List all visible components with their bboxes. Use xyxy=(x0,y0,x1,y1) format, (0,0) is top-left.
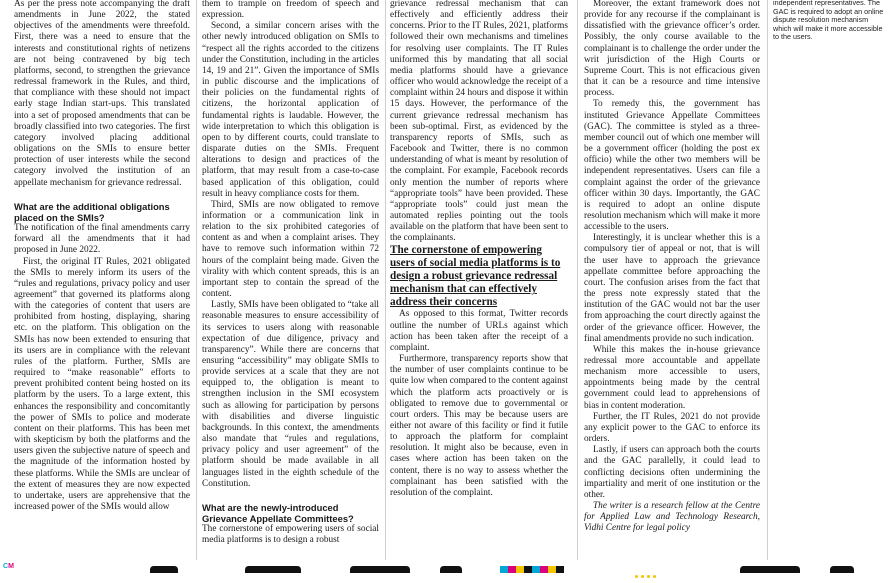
paragraph: Second, a similar concern arises with the other newly introduced obligation on SMIs to “respect all the rights accorded to the citizens under the Constitution, including in the articles 14, 19 and 21”. Given the importance of SMIs in public discourse and the implications of their policies on the fundamental rights of citizens, the horizontal application of fundamental rights is laudable. However, the wide interpretation to which this obligation is open to by different courts, could translate to disparate duties on the SMIs. Frequent alterations to design and practices of the platform, that may result from a case-to-case based application of this obligation, could result in heavy compliance costs for them. xyxy=(202,21,379,199)
column-rule xyxy=(577,0,578,560)
paragraph: As opposed to this format, Twitter records outline the number of URLs against which action has been taken after the receipt of a complaint. xyxy=(390,309,568,353)
registration-block xyxy=(440,566,462,573)
paragraph: Moreover, the extant framework does not provide for any recourse if the complainant is dissatisfied with the grievance officer’s order. Possibly, the only course available to the complainant is to challenge the order under the writ jurisdiction of the High Courts or Supreme Court. This is not efficacious given that it can be a resource and time intensive process. xyxy=(584,0,760,99)
registration-block xyxy=(150,566,178,573)
yellow-dots xyxy=(635,565,661,571)
registration-block xyxy=(740,566,800,573)
black-swatch xyxy=(524,566,532,573)
cyan-mark-label: C xyxy=(3,563,9,570)
margin-column-snippet xyxy=(773,0,885,42)
column-rule xyxy=(385,0,386,560)
registration-block xyxy=(245,566,301,573)
cyan-swatch xyxy=(500,566,508,573)
subheading: What are the additional obligations placed on the SMIs? xyxy=(14,200,170,223)
subheading: What are the newly-introduced Grievance Appellate Committees? xyxy=(202,501,354,525)
paragraph: Third, SMIs are now obligated to remove information or a communication link in relation to the six prohibited categories of content as and when a complaint arises. They have to remove such information within 72 hours of the complaint being made. Given the virality with which content spreads, this is an important step to contain the spread of the content. xyxy=(202,199,379,300)
paragraph: To remedy this, the government has instituted Grievance Appellate Committees (GAC). The committee is styled as a three-member council out of which one member will be a government officer (holding the post ex officio) while the other two members will be independent representatives. Users can file a complaint against the order of the grievance officer within 30 days. Importantly, the GAC is required to adopt an online dispute resolution mechanism which will make it more accessible to the users. xyxy=(584,99,760,233)
paragraph: Furthermore, transparency reports show that the number of user complaints continue to be quite low when compared to the content against which the platform acts proactively or is obligated to remove due to governmental or court orders. This may be because users are either not aware of this facility or find it futile to approach the platform for complaint resolution. It might also be because, even in cases where action has been taken on the content, there is no way to assess whether the complainant has been satisfied with the resolution of the complaint. xyxy=(390,354,568,498)
paragraph: independent representatives. The GAC is required to adopt an online dispute resolution mechanism which will make it more accessible to the users. xyxy=(773,0,884,42)
yellow-swatch xyxy=(548,566,556,573)
column-rule xyxy=(196,0,197,560)
paragraph: As per the press note accompanying the draft amendments in June 2022, the stated objectives of the amendments were threefold. First, there was a need to ensure that the interests and constitutional rights of netizens are not being contravened by big tech platforms, second, to strengthen the grievance redressal framework in the Rules, and third, that compliance with these should not impact early stage Indian start-ups. This translated into a set of proposed amendments that can be broadly classified into two categories. The first category involved placing additional obligations on the SMIs to ensure better protection of user interests while the second category involved the institution of an appellate mechanism for grievance redressal. xyxy=(14,0,190,188)
paragraph: them to trample on freedom of speech and expression. xyxy=(202,0,379,21)
article-column-1 xyxy=(14,0,190,513)
paragraph: The notification of the final amendments carry forward all the amendments that it had proposed in June 2022. xyxy=(14,223,190,256)
paragraph: Further, the IT Rules, 2021 do not provide any explicit power to the GAC to enforce its orders. xyxy=(584,411,760,445)
paragraph: Interestingly, it is unclear whether this is a compulsory tier of appeal or not, that is will the user have to approach the grievance appellate committee before approaching the court. The confusion arises from the fact that the press note expressly stated that the institution of the GAC would not bar the user from approaching the court directly against the order of the grievance officer. However, the final amendments provide no such indication. xyxy=(584,233,760,344)
author-byline: The writer is a research fellow at the Centre for Applied Law and Technology Research, Vidhi Centre for legal policy xyxy=(584,501,760,534)
paragraph: grievance redressal mechanism that can effectively and efficiently address their concerns. Prior to the IT Rules, 2021, platforms followed their own mechanisms and timelines for resolving user complaints. The IT Rules uniformed this by mandating that all social media platforms should have a grievance officer who would acknowledge the receipt of a complaint within 24 hours and dispose it within 15 days. However, the performance of the current grievance redressal mechanism has been sub-optimal. First, as evidenced by the transparency reports of SMIs, such as Facebook and Twitter, there is no common understanding of what is meant by resolution of the complaint. For example, Facebook records only mention the number of reports where “appropriate tools” have been provided. These “appropriate tools” could just mean the automated replies pointing out the tools available on the platform that have been sent to the complainants. xyxy=(390,0,568,244)
black-swatch xyxy=(556,566,564,573)
paragraph: First, the original IT Rules, 2021 obligated the SMIs to merely inform its users of the “rules and regulations, privacy policy and user agreement” that governed its platforms along with the categories of content that users are prohibited from hosting, displaying, sharing etc. on the platform. This obligation on the SMIs has now been extended to ensuring that its users are in compliance with the relevant rules of the platform. Further, SMIs are required to “make reasonable” efforts to prevent prohibited content being hosted on its platform by the users. To a large extent, this enhances the responsibility and concomitantly the power of SMIs to police and moderate content on their platforms. This has been met with skepticism by both the platforms and the users given the subjective nature of speech and the magnitude of the information hosted by these platforms. While the SMIs are unclear of the extent of measures they are now expected to undertake, users are apprehensive that the increased power of the SMIs would allow xyxy=(14,256,190,512)
article-column-2 xyxy=(202,0,379,547)
article-column-4 xyxy=(584,0,760,535)
cyan-swatch xyxy=(532,566,540,573)
paragraph: Lastly, if users can approach both the courts and the GAC parallelly, it could lead to conflicting decisions often undermining the impartiality and merit of one institution or the other. xyxy=(584,445,760,500)
paragraph: While this makes the in-house grievance redressal more accountable and appellate mechanism more accessible to users, appointments being made by the central government could lead to apprehensions of bias in content moderation. xyxy=(584,344,760,411)
yellow-swatch xyxy=(516,566,524,573)
color-mark xyxy=(3,562,14,571)
registration-block xyxy=(830,566,854,573)
registration-block xyxy=(350,566,410,573)
magenta-swatch xyxy=(508,566,516,573)
paragraph: The cornerstone of empowering users of social media platforms is to design a robust xyxy=(202,524,379,546)
magenta-mark-label: M xyxy=(8,563,14,570)
column-rule xyxy=(767,0,768,560)
paragraph: Lastly, SMIs have been obligated to “take all reasonable measures to ensure accessibility of its services to users along with reasonable expectation of due diligence, privacy and transparency”. While there are concerns that ensuring “accessibility” may obligate SMIs to provide services at a scale that they are not equipped to, the obligation is meant to strengthen inclusion in the SMI ecosystem such as allowing for participation by persons with disabilities and diverse linguistic backgrounds. In this context, the amendments also mandate that “rules and regulations, privacy policy and user agreement” of the platform should be made available in all languages listed in the eighth schedule of the Constitution. xyxy=(202,300,379,489)
pull-quote: The cornerstone of empowering users of social media platforms is to design a robust grievance redressal mechanism that can effectively address their concerns xyxy=(390,244,561,309)
magenta-swatch xyxy=(540,566,548,573)
article-column-3 xyxy=(390,0,568,499)
